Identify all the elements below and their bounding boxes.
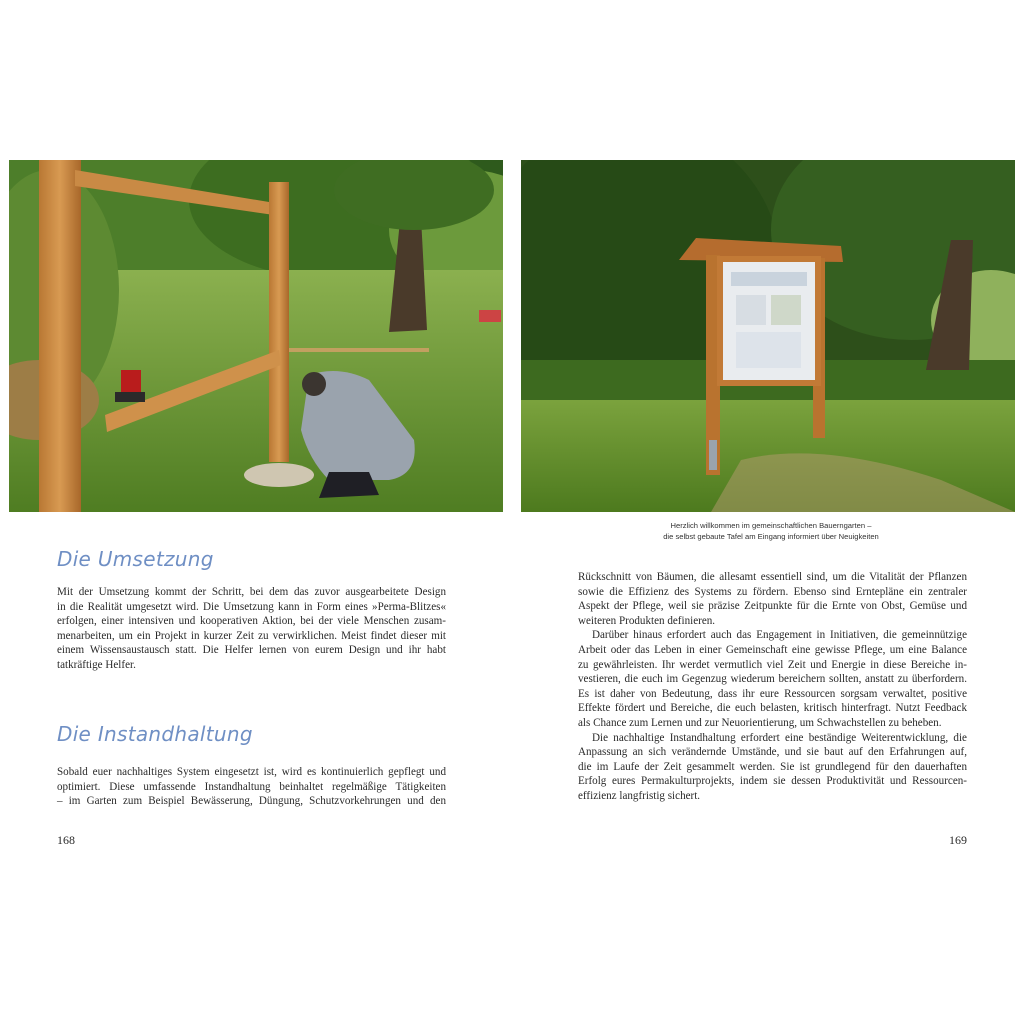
- text-line: erfolgen, einer intensiven und kooperativen Aktion, bei der viele Menschen zusam-: [57, 615, 446, 628]
- text-line: sowie die Effizienz des Systems zu fördern. Ebenso sind Erntepläne ein zentraler: [578, 585, 967, 598]
- text-line: effizienz langfristig sichert.: [578, 789, 701, 802]
- text-line: Effekte fördert und Bereiche, die euch belasten, kritisch hinterfragt. Nutzt Feedback: [578, 702, 967, 715]
- page-number-left: 168: [57, 833, 75, 847]
- section-heading-umsetzung: Die Umsetzung: [57, 547, 214, 571]
- text-line: Darüber hinaus erfordert auch das Engagement in Initiativen, die gemeinnützige: [592, 629, 967, 642]
- section-heading-instandhaltung: Die Instandhaltung: [57, 722, 253, 746]
- text-line: Mit der Umsetzung kommt der Schritt, bei dem das zuvor ausgearbeitete Design: [57, 586, 446, 598]
- text-line: Sobald euer nachhaltiges System eingesetzt ist, wird es kontinuierlich gepflegt und: [57, 766, 446, 778]
- photo-notice-board: [521, 160, 1015, 512]
- paragraph-umsetzung: [57, 585, 446, 673]
- text-line: tatkräftige Helfer.: [57, 658, 136, 671]
- text-line: – im Garten zum Beispiel Bewässerung, Düngung, Schutzvorkehrungen und den: [57, 795, 446, 808]
- text-line: Es ist daher von Bedeutung, dass ihr eure Ressourcen sorgsam verwaltet, positive: [578, 687, 967, 700]
- text-line: Arbeit oder das Leben in einer Gemeinschaft eine gewisse Pflege, um eine Balance: [578, 643, 967, 656]
- text-line: Erfolg eures Permakulturprojekts, indem sie dessen Produktivität und Ressourcen-: [578, 775, 967, 788]
- text-line: vestieren, die euch im Gegenzug wiederum bereichern sollten, anstatt zu überfordern.: [578, 673, 967, 686]
- paragraph-instandhaltung: [57, 765, 446, 809]
- paragraph-right-page: [578, 570, 967, 804]
- text-line: Die nachhaltige Instandhaltung erfordert eine beständige Weiterentwicklung, die: [592, 731, 967, 744]
- text-line: Aspekt der Pflege, weil sie präzise Zeitpunkte für die Ernte von Obst, Gemüse und: [578, 600, 967, 613]
- photo-frame-construction: [9, 160, 503, 512]
- text-line: zu gewährleisten. Ihr werdet vermutlich viel Zeit und Energie in diese Bereiche in-: [578, 658, 967, 671]
- caption-line-1: Herzlich willkommen im gemeinschaftlichen Bauerngarten –: [670, 521, 872, 530]
- page-number-right: 169: [949, 833, 967, 847]
- text-line: weiteren Produkten definieren.: [578, 614, 716, 627]
- caption-line-2: die selbst gebaute Tafel am Eingang informiert über Neuigkeiten: [663, 532, 879, 541]
- text-line: als Chance zum Lernen und zur Neuorientierung, um Schwachstellen zu beheben.: [578, 716, 942, 729]
- text-line: Anpassung an sich verändernde Umstände, und sie baut auf den Erfahrungen auf,: [578, 746, 967, 759]
- text-line: einem Wissensaustausch statt. Die Helfer lernen von eurem Design und ihr habt: [57, 644, 446, 657]
- text-line: optimiert. Diese umfassende Instandhaltung beinhaltet regelmäßige Tätigkeiten: [57, 780, 446, 793]
- text-line: die im Laufe der Zeit gesammelt werden. Sie ist grundlegend für den dauerhaften: [578, 760, 967, 773]
- photo-caption: [521, 520, 1021, 542]
- text-line: in die Realität umgesetzt wird. Die Umsetzung kann in Form eines »Perma-Blitzes«: [57, 600, 446, 613]
- text-line: Rückschnitt von Bäumen, die allesamt essentiell sind, um die Vitalität der Pflanzen: [578, 571, 967, 583]
- text-line: menarbeiten, um ein Projekt in kurzer Zeit zu verwirklichen. Meist findet dieser mit: [57, 629, 446, 642]
